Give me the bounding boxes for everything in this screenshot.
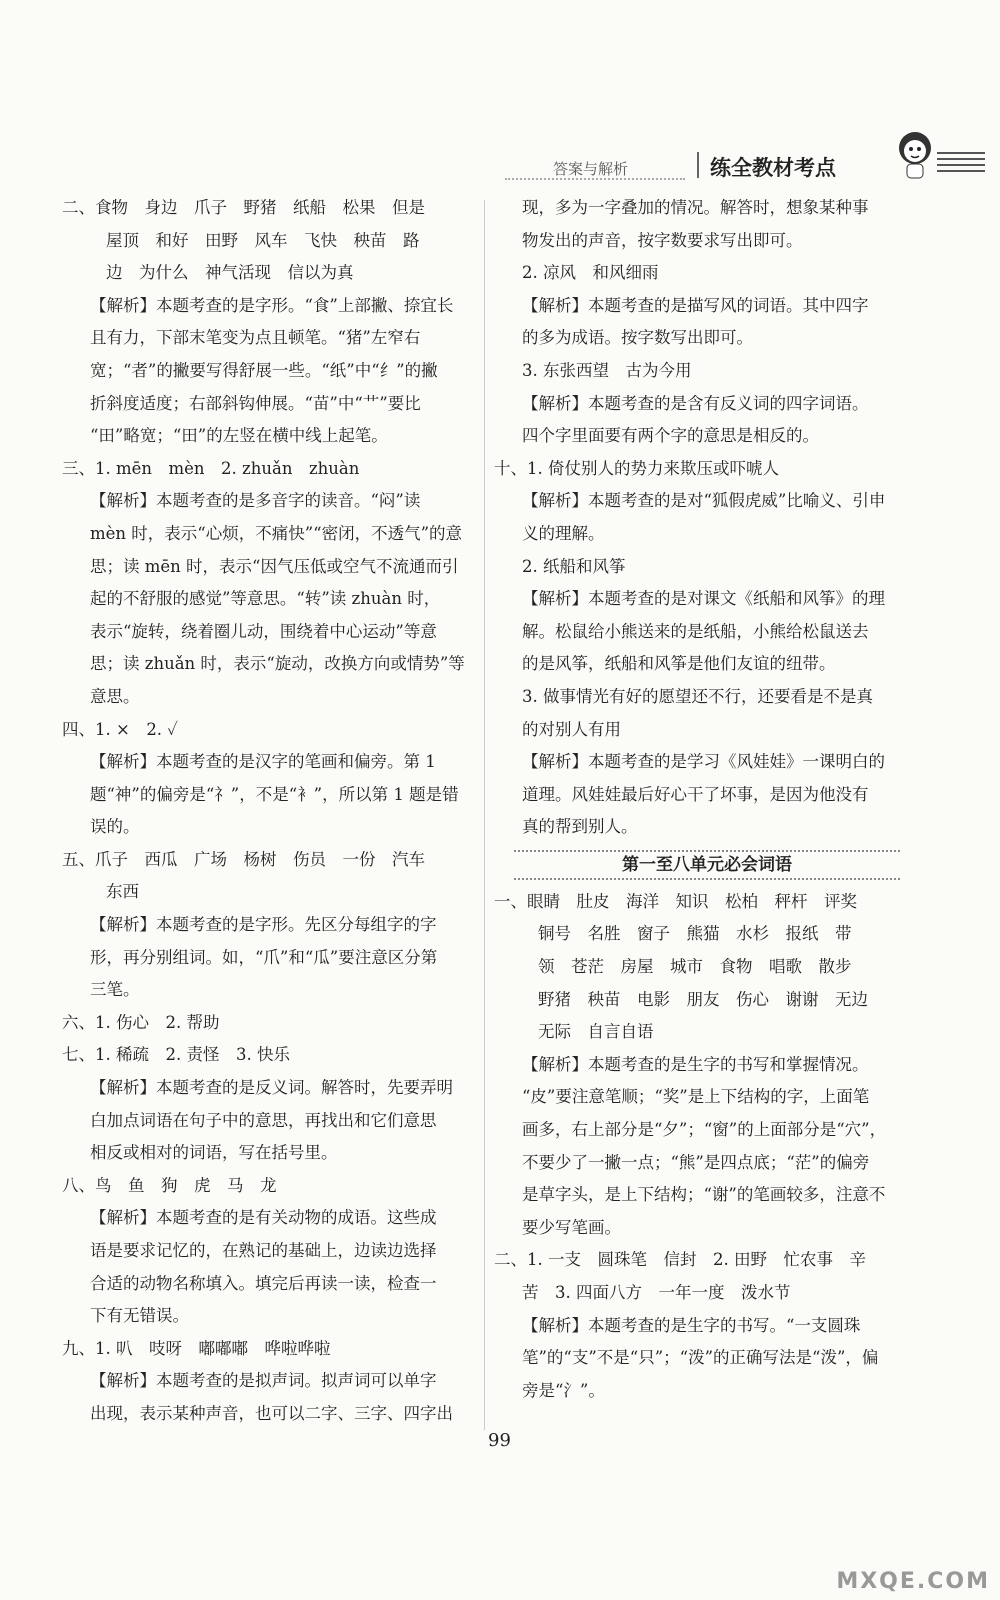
answer-line: 合适的动物名称填入。填完后再读一读，检查一 — [90, 1273, 437, 1293]
analysis-line: 【解析】本题考查的是反义词。解答时，先要弄明 — [90, 1078, 453, 1098]
analysis-line: 【解析】本题考查的是字形。先区分每组字的字 — [90, 915, 437, 935]
analysis-line: 【解析】本题考查的是有关动物的成语。这些成 — [90, 1208, 437, 1228]
answer-line: 的是风筝，纸船和风筝是他们友谊的纽带。 — [522, 654, 836, 674]
header-separator — [697, 152, 699, 178]
analysis-line: 【解析】本题考查的是对“狐假虎威”比喻义、引申 — [522, 491, 886, 511]
analysis-line: 【解析】本题考查的是字形。“食”上部撇、捺宜长 — [90, 295, 454, 315]
left-column — [62, 192, 472, 1431]
answer-line: 一、眼睛 肚皮 海洋 知识 松柏 秤杆 评奖 — [494, 891, 857, 911]
answer-line: 三、1. mēn mèn 2. zhuǎn zhuàn — [62, 458, 360, 478]
answer-line: 苦 3. 四面八方 一年一度 泼水节 — [522, 1283, 791, 1302]
answer-line: 物发出的声音，按字数要求写出即可。 — [522, 230, 803, 250]
answer-line: 的多为成语。按字数写出即可。 — [522, 328, 753, 348]
answer-line: 相反或相对的词语，写在括号里。 — [90, 1143, 338, 1163]
answer-line: 表示“旋转，绕着圈儿动，围绕着中心运动”等意 — [90, 621, 437, 641]
answer-line: 七、1. 稀疏 2. 责怪 3. 快乐 — [62, 1045, 290, 1065]
section-title: 第一至八单元必会词语 — [514, 850, 900, 880]
answer-line: 无际 自言自语 — [538, 1022, 654, 1042]
answer-line: 题“神”的偏旁是“礻”，不是“衤”，所以第 1 题是错 — [90, 784, 459, 804]
analysis-line: 【解析】本题考查的是多音字的读音。“闷”读 — [90, 491, 421, 511]
answer-line: 野猪 秧苗 电影 朋友 伤心 谢谢 无边 — [538, 989, 868, 1009]
answer-line: “田”略宽；“田”的左竖在横中线上起笔。 — [90, 426, 388, 446]
answer-line: 六、1. 伤心 2. 帮助 — [62, 1012, 220, 1032]
answer-line: 思；读 mēn 时，表示“因气压低或空气不流通而引 — [90, 556, 459, 576]
answer-line: 铜号 名胜 窗子 熊猫 水杉 报纸 带 — [538, 924, 852, 944]
answer-line: 3. 做事情光有好的愿望还不行，还要看是不是真 — [522, 686, 873, 706]
answer-line: 二、食物 身边 爪子 野猪 纸船 松果 但是 — [62, 198, 425, 217]
answer-line: 折斜度适度；右部斜钩伸展。“苗”中“艹”要比 — [90, 393, 421, 413]
answer-line: 要少写笔画。 — [522, 1217, 621, 1237]
answer-line: 边 为什么 神气活现 信以为真 — [106, 263, 354, 283]
answer-line: 道理。风娃娃最后好心干了坏事，是因为他没有 — [522, 784, 869, 804]
answer-line: 二、1. 一支 圆珠笔 信封 2. 田野 忙农事 辛 — [494, 1250, 866, 1270]
analysis-line: 【解析】本题考查的是生字的书写。“一支圆珠 — [522, 1315, 861, 1335]
answer-line: 五、爪子 西瓜 广场 杨树 伤员 一份 汽车 — [62, 849, 425, 869]
answer-line: 屋顶 和好 田野 风车 飞快 秧苗 路 — [106, 230, 420, 250]
answer-line: 东西 — [106, 882, 139, 902]
answer-line: 义的理解。 — [522, 523, 605, 543]
answer-line: 四、1. × 2. ✓ — [62, 719, 178, 739]
answer-line: 2. 纸船和风筝 — [522, 556, 626, 576]
answer-line: 十、1. 倚仗别人的势力来欺压或吓唬人 — [494, 458, 779, 478]
page-number: 99 — [488, 1430, 511, 1451]
answer-line: 形，再分别组词。如，“爪”和“瓜”要注意区分第 — [90, 947, 438, 967]
mascot-icon — [893, 128, 937, 184]
answer-line: 解。松鼠给小熊送来的是纸船，小熊给松鼠送去 — [522, 621, 869, 641]
header-title: 练全教材考点 — [710, 156, 836, 180]
page-header — [505, 140, 985, 188]
answer-line: 的对别人有用 — [522, 719, 621, 739]
answer-line: 3. 东张西望 古为今用 — [522, 360, 692, 380]
answer-line: 宽；“者”的撇要写得舒展一些。“纸”中“纟”的撇 — [90, 360, 438, 380]
header-subtitle: 答案与解析 — [553, 160, 629, 178]
analysis-line: 【解析】本题考查的是生字的书写和掌握情况。 — [522, 1054, 869, 1074]
answer-line: mèn 时，表示“心烦，不痛快”“密闭，不透气”的意 — [90, 523, 463, 543]
answer-line: 不要少了一撇一点；“熊”是四点底；“茫”的偏旁 — [522, 1152, 870, 1172]
analysis-line: 【解析】本题考查的是拟声词。拟声词可以单字 — [90, 1371, 437, 1391]
analysis-line: 【解析】本题考查的是对课文《纸船和风筝》的理 — [522, 589, 885, 609]
answer-line: 出现，表示某种声音，也可以二字、三字、四字出 — [90, 1403, 453, 1423]
watermark-logo: MXQE.COM — [836, 1569, 990, 1594]
analysis-line: 【解析】本题考查的是描写风的词语。其中四字 — [522, 295, 869, 315]
answer-line: 语是要求记忆的，在熟记的基础上，边读边选择 — [90, 1241, 437, 1260]
analysis-line: 【解析】本题考查的是学习《风娃娃》一课明白的 — [522, 752, 885, 772]
answer-line: 三笔。 — [90, 980, 140, 1000]
answer-line: 现，多为一字叠加的情况。解答时，想象某种事 — [522, 198, 869, 217]
answer-line: 八、鸟 鱼 狗 虎 马 龙 — [62, 1175, 277, 1195]
answer-line: 四个字里面要有两个字的意思是相反的。 — [522, 426, 819, 446]
answer-line: 且有力，下部末笔变为点且顿笔。“猪”左窄右 — [90, 328, 421, 348]
answer-line: 九、1. 叭 吱呀 嘟嘟嘟 哗啦哗啦 — [62, 1338, 331, 1358]
analysis-line: 【解析】本题考查的是汉字的笔画和偏旁。第 1 — [90, 752, 436, 772]
header-stripes — [937, 152, 985, 176]
answer-line: 2. 凉风 和风细雨 — [522, 263, 659, 283]
answer-line: 画多，右上部分是“夕”；“窗”的上面部分是“穴”， — [522, 1120, 887, 1140]
analysis-line: 【解析】本题考查的是含有反义词的四字词语。 — [522, 393, 869, 413]
answer-line: 起的不舒服的感觉”等意思。“转”读 zhuàn 时， — [90, 589, 441, 609]
column-divider — [484, 200, 485, 1430]
answer-line: 意思。 — [90, 686, 140, 706]
answer-line: 下有无错误。 — [90, 1306, 189, 1326]
answer-line: 笔”的“支”不是“只”；“泼”的正确写法是“泼”，偏 — [522, 1348, 879, 1368]
answer-line: 真的帮到别人。 — [522, 817, 638, 837]
answer-line: 白加点词语在句子中的意思，再找出和它们意思 — [90, 1110, 437, 1130]
right-column — [494, 192, 920, 1407]
answer-line: 领 苍茫 房屋 城市 食物 唱歌 散步 — [538, 957, 852, 977]
answer-line: 是草字头，是上下结构；“谢”的笔画较多，注意不 — [522, 1185, 886, 1205]
answer-line: 思；读 zhuǎn 时，表示“旋动，改换方向或情势”等 — [90, 654, 465, 674]
answer-line: 误的。 — [90, 817, 140, 837]
answer-line: “皮”要注意笔顺；“奖”是上下结构的字，上面笔 — [522, 1087, 870, 1107]
answer-line: 旁是“氵”。 — [522, 1380, 605, 1400]
